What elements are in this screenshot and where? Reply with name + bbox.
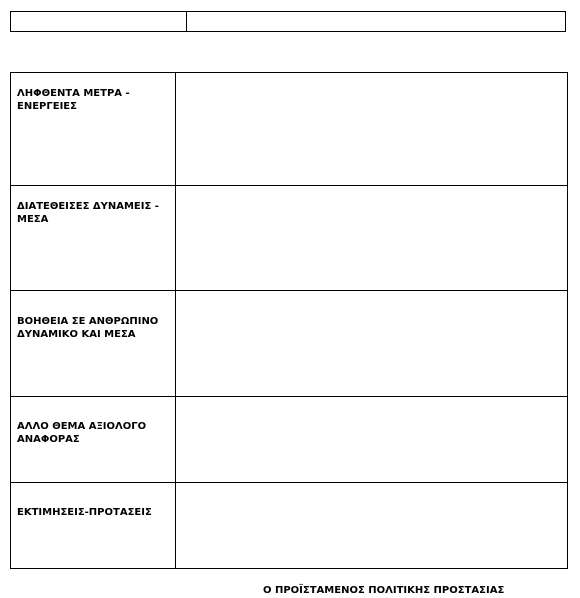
header-left-cell[interactable]: [11, 12, 187, 32]
table-row: [11, 483, 568, 569]
header-right-cell[interactable]: [187, 12, 566, 32]
row-value-other-topic[interactable]: [176, 397, 568, 483]
row-label-measures: ΛΗΦΘΕΝΤΑ ΜΕΤΡΑ - ΕΝΕΡΓΕΙΕΣ: [11, 73, 176, 186]
row-value-assessments[interactable]: [176, 483, 568, 569]
row-label-other-topic: ΑΛΛΟ ΘΕΜΑ ΑΞΙΟΛΟΓΟ ΑΝΑΦΟΡΑΣ: [11, 397, 176, 483]
row-label-forces: ΔΙΑΤΕΘΕΙΣΕΣ ΔΥΝΑΜΕΙΣ - ΜΕΣΑ: [11, 186, 176, 291]
table-row: [11, 186, 568, 291]
table-row: [11, 73, 568, 186]
table-row: [11, 291, 568, 397]
row-label-assessments: ΕΚΤΙΜΗΣΕΙΣ-ΠΡΟΤΑΣΕΙΣ: [11, 483, 176, 569]
header-table: [10, 11, 566, 32]
row-value-forces[interactable]: [176, 186, 568, 291]
header-row: [11, 12, 566, 32]
report-table: [10, 72, 568, 569]
row-label-assistance: ΒΟΗΘΕΙΑ ΣΕ ΑΝΘΡΩΠΙΝΟ ΔΥΝΑΜΙΚΟ ΚΑΙ ΜΕΣΑ: [11, 291, 176, 397]
row-value-measures[interactable]: [176, 73, 568, 186]
signature-title: Ο ΠΡΟΪΣΤΑΜΕΝΟΣ ΠΟΛΙΤΙΚΗΣ ΠΡΟΣΤΑΣΙΑΣ: [263, 585, 505, 596]
row-value-assistance[interactable]: [176, 291, 568, 397]
table-row: [11, 397, 568, 483]
